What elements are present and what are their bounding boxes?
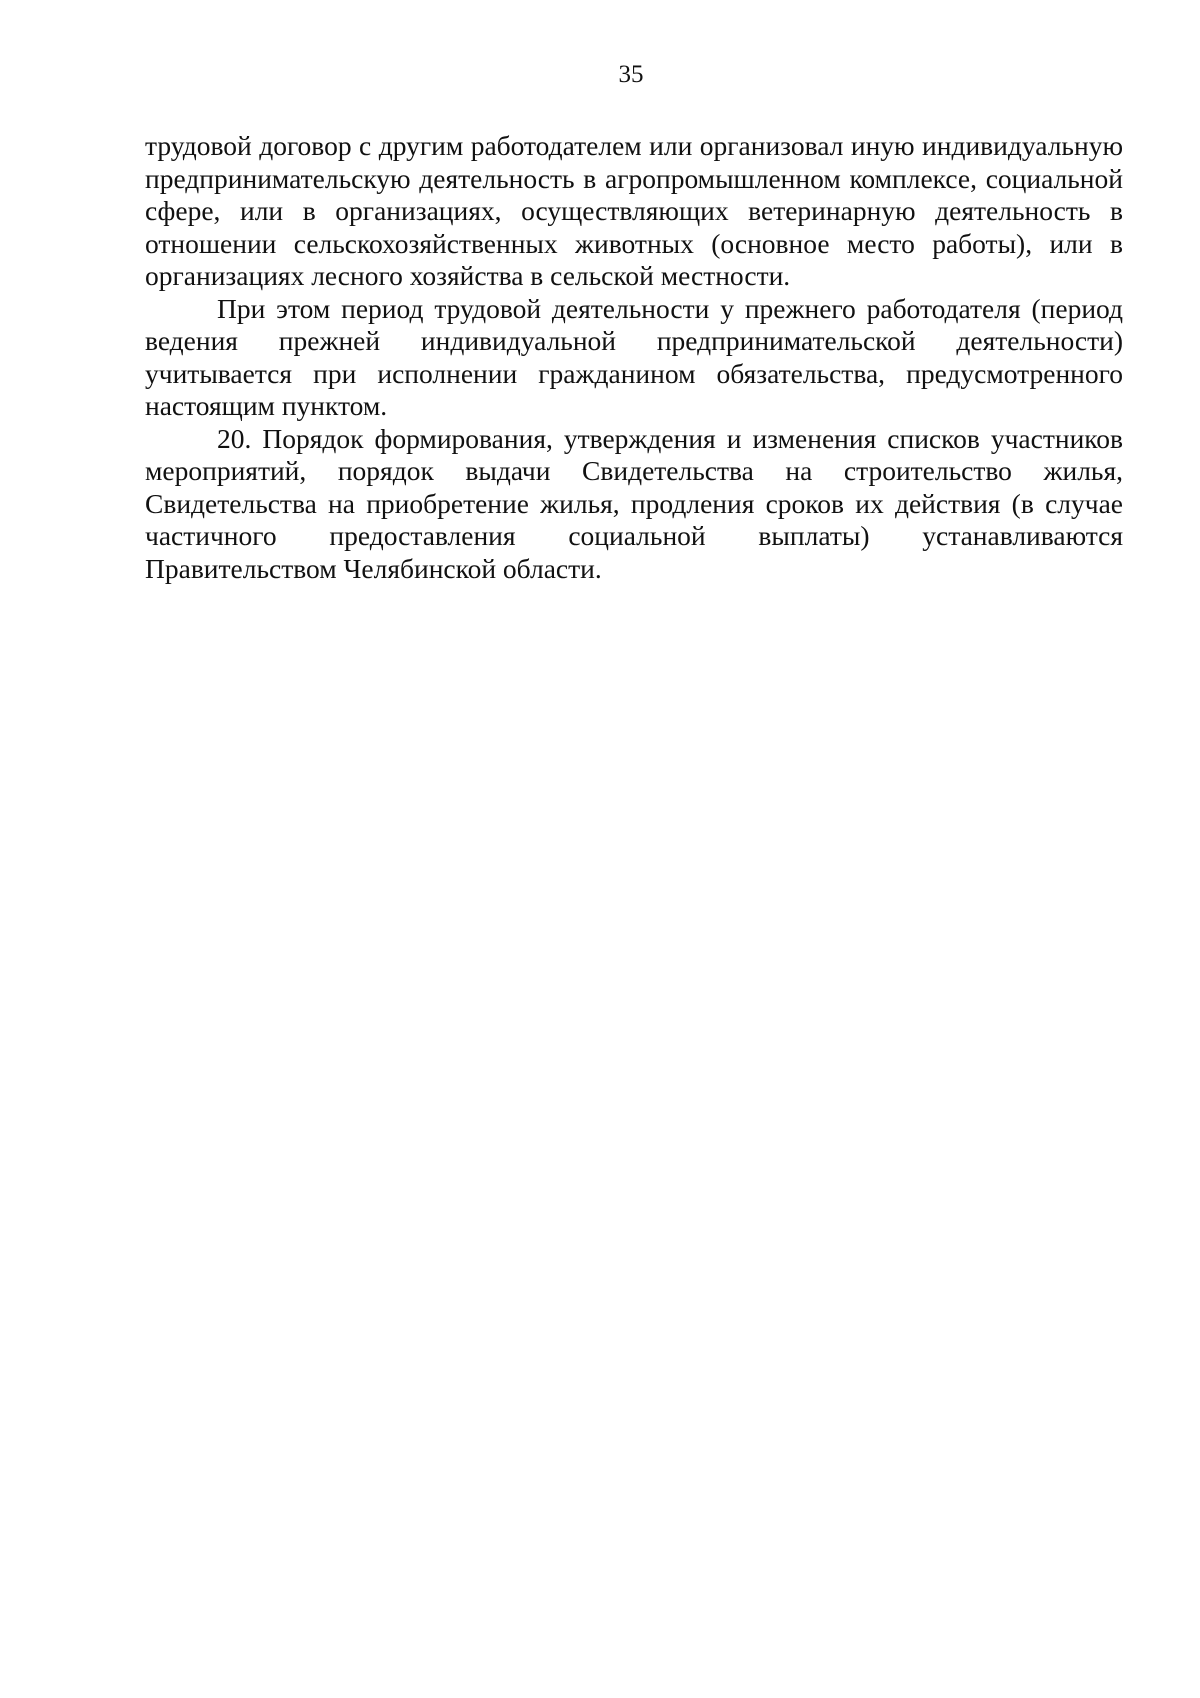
paragraph-work-period: При этом период трудовой деятельности у прежнего работодателя (период ведения прежней индивидуальной предпринимательской деятельности) учитывается при исполнении гражданином обязательства, предусмотренного настоящим пунктом.: [145, 292, 1123, 421]
document-body: [145, 130, 1123, 585]
page-number: 35: [618, 61, 644, 88]
paragraph-item-20: 20. Порядок формирования, утверждения и изменения списков участников мероприятий, порядок выдачи Свидетельства на строительство жилья, Свидетельства на приобретение жилья, продления сроков их действия (в случае частичного предоставления социальной выплаты) устанавливаются Правительством Челябинской области.: [145, 422, 1123, 584]
paragraph-continuation: трудовой договор с другим работодателем или организовал иную индивидуальную предпринимательскую деятельность в агропромышленном комплексе, социальной сфере, или в организациях, осуществляющих ветеринарную деятельность в отношении сельскохозяйственных животных (основное место работы), или в организациях лесного хозяйства в сельской местности.: [145, 130, 1123, 291]
